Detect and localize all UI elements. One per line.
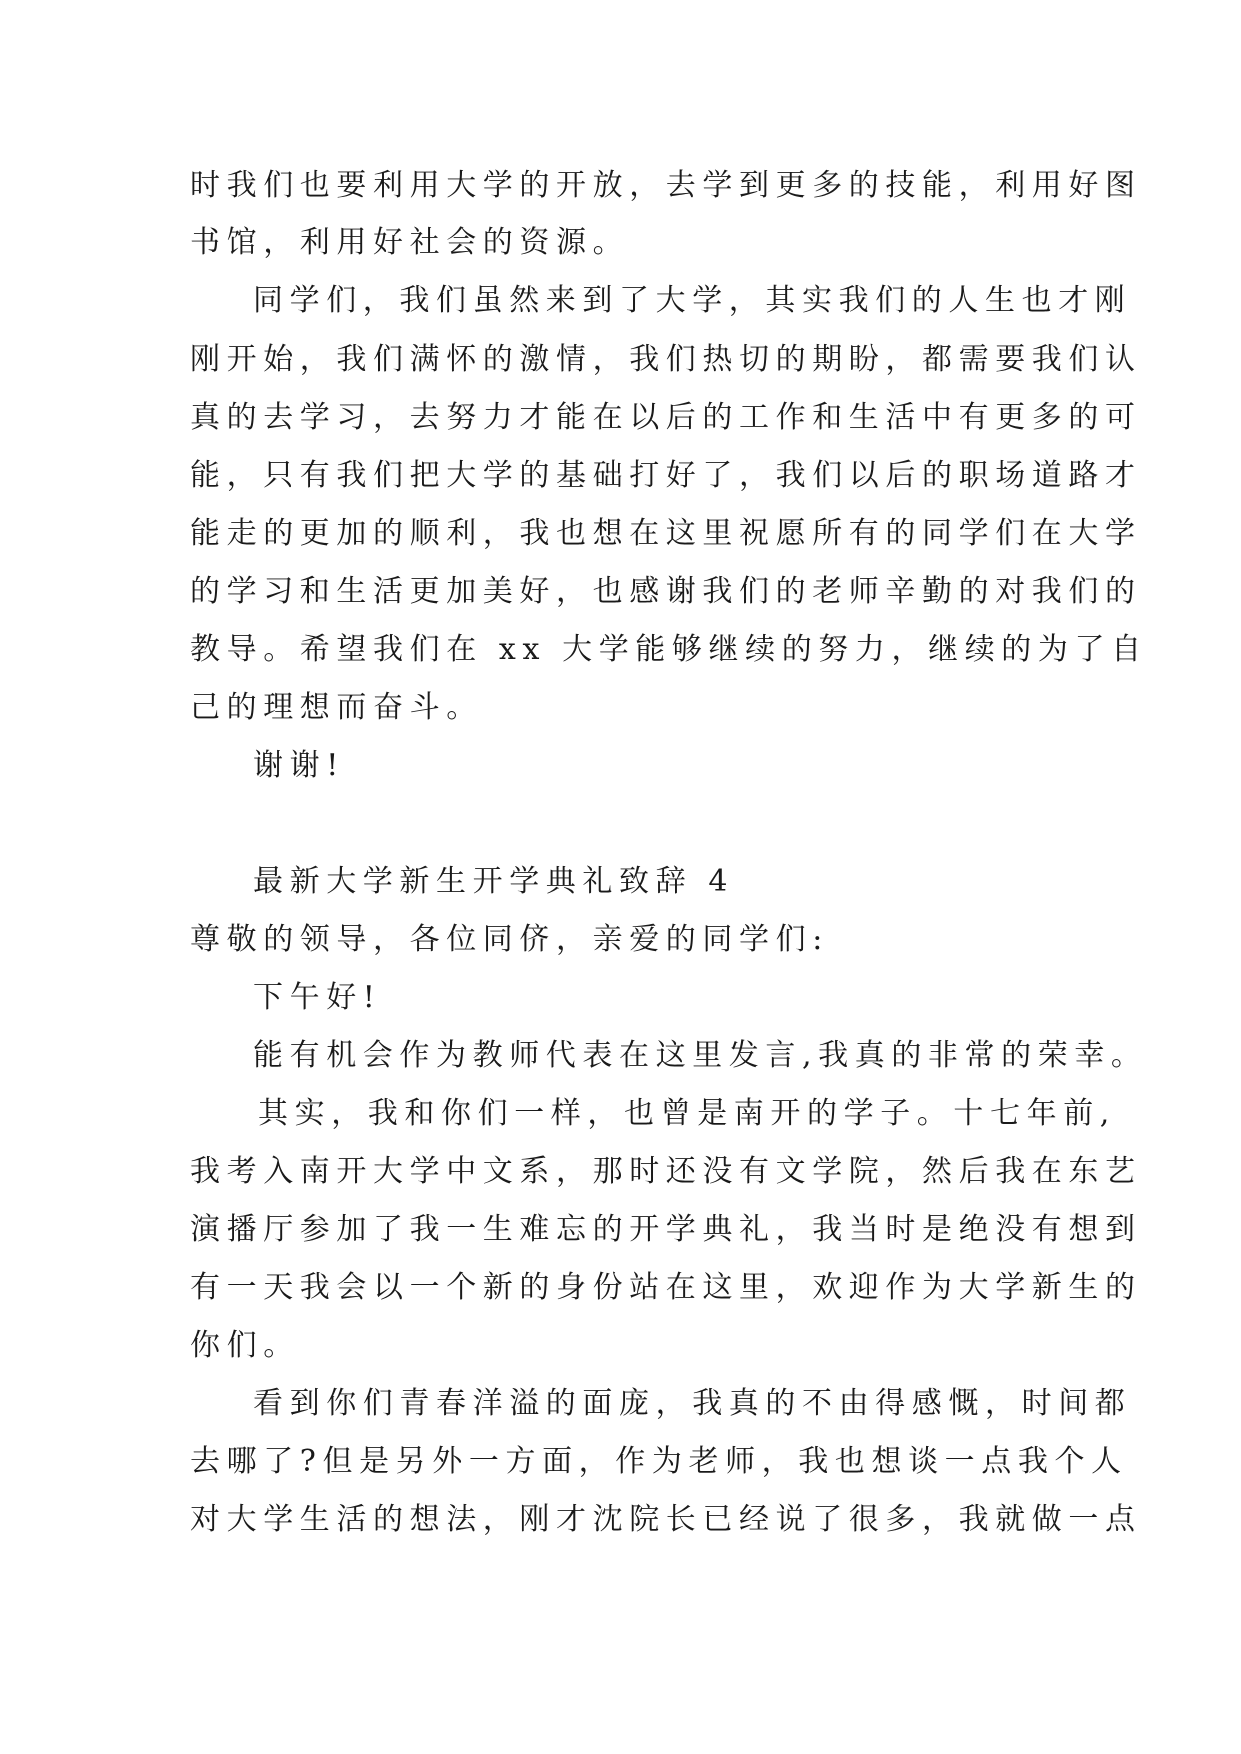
section-heading: 最新大学新生开学典礼致辞 4: [253, 864, 735, 899]
text-line: 同学们，我们虽然来到了大学，其实我们的人生也才刚: [253, 283, 1132, 318]
text-line: 你们。: [190, 1328, 300, 1363]
text-line: 能，只有我们把大学的基础打好了，我们以后的职场道路才: [190, 458, 1142, 493]
text-line: 看到你们青春洋溢的面庞，我真的不由得感慨，时间都: [253, 1386, 1132, 1421]
text-line: 演播厅参加了我一生难忘的开学典礼，我当时是绝没有想到: [190, 1212, 1142, 1247]
text-line: 己的理想而奋斗。: [190, 690, 483, 725]
text-line: 时我们也要利用大学的开放，去学到更多的技能，利用好图: [190, 168, 1142, 203]
text-line: 能有机会作为教师代表在这里发言,我真的非常的荣幸。: [253, 1038, 1148, 1073]
text-line: 刚开始，我们满怀的激情，我们热切的期盼，都需要我们认: [190, 342, 1142, 377]
text-line: 书馆，利用好社会的资源。: [190, 225, 630, 260]
text-line: 能走的更加的顺利，我也想在这里祝愿所有的同学们在大学: [190, 516, 1142, 551]
text-line: 谢谢!: [253, 748, 345, 783]
text-line: 去哪了?但是另外一方面，作为老师，我也想谈一点我个人: [190, 1444, 1128, 1479]
text-line: 真的去学习，去努力才能在以后的工作和生活中有更多的可: [190, 400, 1142, 435]
text-line: 的学习和生活更加美好，也感谢我们的老师辛勤的对我们的: [190, 574, 1142, 609]
text-line: 我考入南开大学中文系，那时还没有文学院，然后我在东艺: [190, 1154, 1142, 1189]
text-line: 教导。希望我们在 xx 大学能够继续的努力，继续的为了自: [190, 632, 1148, 667]
text-line: 对大学生活的想法，刚才沈院长已经说了很多，我就做一点: [190, 1502, 1142, 1537]
greeting: 下午好!: [253, 980, 382, 1015]
text-line: 其实，我和你们一样，也曾是南开的学子。十七年前,: [258, 1096, 1116, 1131]
salutation: 尊敬的领导，各位同侪，亲爱的同学们:: [190, 922, 829, 957]
text-line: 有一天我会以一个新的身份站在这里，欢迎作为大学新生的: [190, 1270, 1142, 1305]
